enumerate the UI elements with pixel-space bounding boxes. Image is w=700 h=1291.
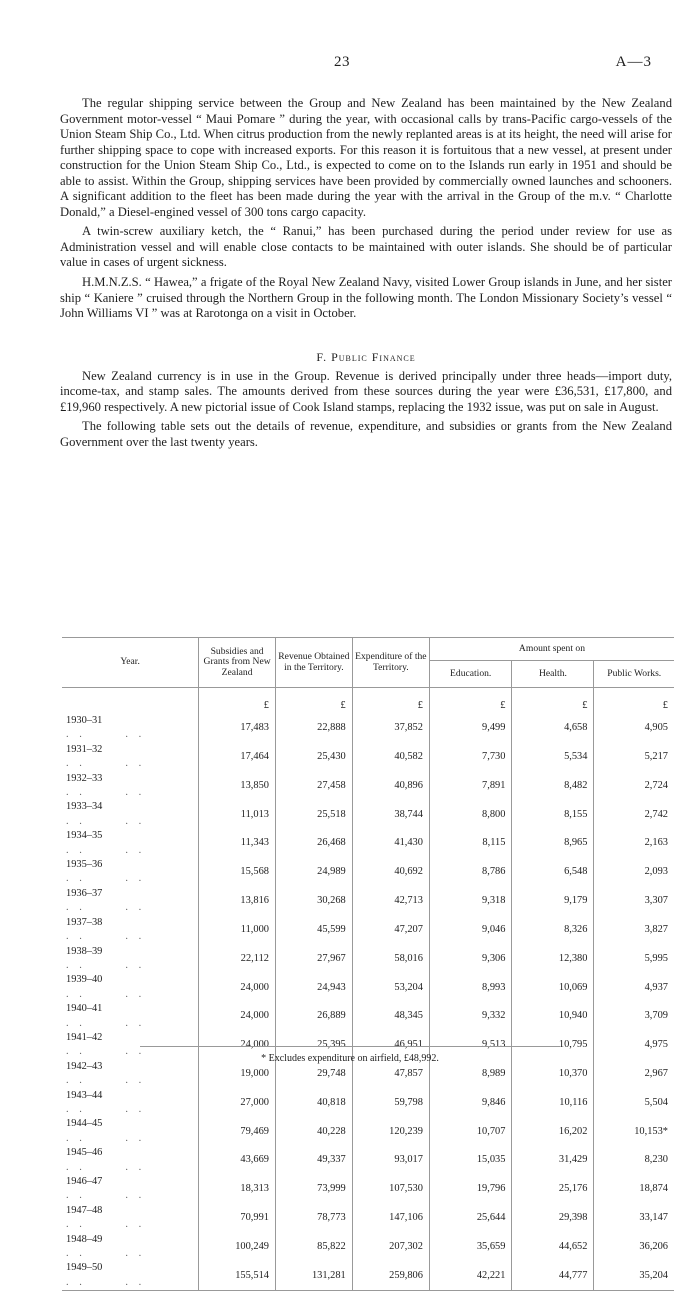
row-year: 1947–48 — [66, 1204, 103, 1216]
table-row — [62, 916, 674, 945]
cell-public-works: 2,093 — [594, 858, 674, 887]
cell-subsidies: 27,000 — [199, 1089, 276, 1118]
section-heading: F. Public Finance — [316, 349, 416, 364]
cell-subsidies: 11,343 — [199, 829, 276, 858]
cell-expenditure: 42,713 — [352, 887, 429, 916]
row-year-cell — [62, 1117, 199, 1146]
row-year-cell — [62, 1233, 199, 1262]
cell-revenue: 30,268 — [275, 887, 352, 916]
cell-health: 5,534 — [512, 743, 594, 772]
paragraph-ranui: A twin-screw auxiliary ketch, the “ Ranui,” has been purchased during the period under review for use as Administration vessel and will enable close contacts to be maintained with outer islands. She should be of particular value in cases of urgent sickness. — [60, 224, 672, 270]
cell-expenditure: 38,744 — [352, 800, 429, 829]
table-row — [62, 1204, 674, 1233]
cell-expenditure: 41,430 — [352, 829, 429, 858]
cell-public-works: 2,163 — [594, 829, 674, 858]
leader-dots: . . . . — [66, 758, 146, 770]
cell-public-works: 10,153* — [594, 1117, 674, 1146]
cell-education: 35,659 — [429, 1233, 511, 1262]
row-year: 1946–47 — [66, 1176, 103, 1187]
cell-health: 10,940 — [512, 1002, 594, 1031]
leader-dots: . . . . — [66, 787, 146, 799]
row-year-cell — [62, 887, 199, 916]
cell-revenue: 40,818 — [275, 1089, 352, 1118]
cell-expenditure: 48,345 — [352, 1002, 429, 1031]
row-year: 1939–40 — [66, 974, 103, 986]
cell-expenditure: 93,017 — [352, 1146, 429, 1175]
cell-health: 4,658 — [512, 714, 594, 743]
col-header-revenue: Revenue Obtained in the Territory. — [275, 638, 352, 688]
cell-revenue: 131,281 — [275, 1261, 352, 1290]
table-row — [62, 1117, 674, 1146]
cell-revenue: 85,822 — [275, 1233, 352, 1262]
row-year: 1943–44 — [66, 1089, 103, 1101]
row-year: 1934–35 — [66, 830, 103, 842]
cell-subsidies: 24,000 — [199, 1002, 276, 1031]
cell-subsidies: 19,000 — [199, 1060, 276, 1089]
cell-public-works: 5,217 — [594, 743, 674, 772]
table-row — [62, 1261, 674, 1290]
cell-expenditure: 47,857 — [352, 1060, 429, 1089]
leader-dots: . . . . — [66, 1046, 146, 1058]
cell-education: 42,221 — [429, 1261, 511, 1290]
cell-public-works: 2,742 — [594, 800, 674, 829]
row-year-cell — [62, 1089, 199, 1118]
cell-education: 9,513 — [429, 1031, 511, 1060]
cell-education: 7,730 — [429, 743, 511, 772]
cell-health: 10,116 — [512, 1089, 594, 1118]
cell-public-works: 3,307 — [594, 887, 674, 916]
row-year: 1949–50 — [66, 1262, 103, 1274]
row-year-cell — [62, 973, 199, 1002]
footnote: * Excludes expenditure on airfield, £48,992. — [261, 1053, 439, 1064]
table-row — [62, 973, 674, 1002]
row-year-cell — [62, 858, 199, 887]
cell-revenue: 40,228 — [275, 1117, 352, 1146]
col-header-amount-spent-on: Amount spent on — [429, 638, 674, 661]
cell-expenditure: 40,692 — [352, 858, 429, 887]
cell-revenue: 26,468 — [275, 829, 352, 858]
cell-expenditure: 120,239 — [352, 1117, 429, 1146]
row-year-cell — [62, 714, 199, 743]
cell-education: 15,035 — [429, 1146, 511, 1175]
cell-revenue: 27,458 — [275, 772, 352, 801]
cell-expenditure: 58,016 — [352, 945, 429, 974]
cell-health: 8,326 — [512, 916, 594, 945]
cell-health: 9,179 — [512, 887, 594, 916]
table-row — [62, 1146, 674, 1175]
leader-dots: . . . . — [66, 959, 146, 971]
table-row — [62, 1233, 674, 1262]
table-row — [62, 1002, 674, 1031]
page-header — [0, 54, 700, 76]
cell-health: 44,777 — [512, 1261, 594, 1290]
cell-education: 9,332 — [429, 1002, 511, 1031]
row-year: 1935–36 — [66, 859, 103, 871]
cell-revenue: 45,599 — [275, 916, 352, 945]
leader-dots: . . . . — [66, 1248, 146, 1260]
cell-education: 8,989 — [429, 1060, 511, 1089]
table-row — [62, 772, 674, 801]
leader-dots: . . . . — [66, 1161, 146, 1173]
currency-symbol: £ — [512, 688, 594, 715]
cell-revenue: 73,999 — [275, 1175, 352, 1204]
col-header-health: Health. — [512, 661, 594, 688]
row-year: 1930–31 — [66, 715, 103, 726]
currency-symbol: £ — [594, 688, 674, 715]
cell-subsidies: 13,850 — [199, 772, 276, 801]
cell-education: 25,644 — [429, 1204, 511, 1233]
row-year-cell — [62, 945, 199, 974]
cell-subsidies: 43,669 — [199, 1146, 276, 1175]
cell-education: 7,891 — [429, 772, 511, 801]
table-row — [62, 829, 674, 858]
cell-health: 12,380 — [512, 945, 594, 974]
row-year-cell — [62, 1175, 199, 1204]
col-header-education: Education. — [429, 661, 511, 688]
cell-revenue: 26,889 — [275, 1002, 352, 1031]
cell-health: 10,069 — [512, 973, 594, 1002]
cell-public-works: 4,905 — [594, 714, 674, 743]
leader-dots: . . . . — [66, 844, 146, 856]
cell-subsidies: 24,000 — [199, 1031, 276, 1060]
cell-public-works: 4,937 — [594, 973, 674, 1002]
cell-subsidies: 15,568 — [199, 858, 276, 887]
row-year: 1948–49 — [66, 1233, 103, 1245]
page-number: 23 — [334, 54, 350, 70]
page-body — [60, 96, 672, 454]
cell-education: 8,800 — [429, 800, 511, 829]
row-year-cell — [62, 1146, 199, 1175]
cell-revenue: 25,395 — [275, 1031, 352, 1060]
cell-expenditure: 37,852 — [352, 714, 429, 743]
cell-public-works: 33,147 — [594, 1204, 674, 1233]
row-year-cell — [62, 800, 199, 829]
cell-public-works: 5,504 — [594, 1089, 674, 1118]
cell-education: 9,318 — [429, 887, 511, 916]
cell-revenue: 25,430 — [275, 743, 352, 772]
leader-dots: . . . . — [66, 1190, 146, 1202]
cell-expenditure: 40,896 — [352, 772, 429, 801]
cell-public-works: 5,995 — [594, 945, 674, 974]
cell-expenditure: 107,530 — [352, 1175, 429, 1204]
cell-education: 9,846 — [429, 1089, 511, 1118]
leader-dots: . . . . — [66, 1017, 146, 1029]
cell-education: 8,786 — [429, 858, 511, 887]
leader-dots: . . . . — [66, 1219, 146, 1231]
cell-public-works: 35,204 — [594, 1261, 674, 1290]
leader-dots: . . . . — [66, 1103, 146, 1115]
leader-dots: . . . . — [66, 815, 146, 827]
document-reference: A—3 — [615, 54, 652, 70]
cell-public-works: 8,230 — [594, 1146, 674, 1175]
paragraph-table-intro: The following table sets out the details of revenue, expenditure, and subsidies or grants from the New Zealand Government over the last twenty years. — [60, 419, 672, 449]
cell-education: 9,306 — [429, 945, 511, 974]
cell-expenditure: 207,302 — [352, 1233, 429, 1262]
cell-public-works: 4,975 — [594, 1031, 674, 1060]
paragraph-shipping: The regular shipping service between the Group and New Zealand has been maintained by the New Zealand Government motor-vessel “ Maui Pomare ” during the year, with occasional calls by trans-Pacific cargo-vessels of the Union Steam Ship Co., Ltd. When citrus production from the newly replanted areas is at its height, the need will arise for further shipping space to cope with increased exports. For this reason it is fortuitous that a new vessel, at present under construction for the Union Steam Ship Co., Ltd., is expected to come on to the Islands run early in 1951 and should be able to assist. Within the Group, shipping services have been provided by commercially owned launches and schooners. A significant addition to the fleet has been made during the year with the arrival in the Group of the m.v. “ Charlotte Donald,” a Diesel-engined vessel of 300 tons cargo capacity. — [60, 96, 672, 219]
cell-health: 16,202 — [512, 1117, 594, 1146]
cell-education: 8,115 — [429, 829, 511, 858]
cell-subsidies: 17,464 — [199, 743, 276, 772]
currency-symbol: £ — [429, 688, 511, 715]
cell-education: 19,796 — [429, 1175, 511, 1204]
row-year-cell — [62, 1060, 199, 1089]
cell-revenue: 22,888 — [275, 714, 352, 743]
row-year-cell — [62, 743, 199, 772]
col-header-public-works: Public Works. — [594, 661, 674, 688]
cell-expenditure: 46,951 — [352, 1031, 429, 1060]
cell-revenue: 49,337 — [275, 1146, 352, 1175]
finance-table-body — [62, 688, 674, 1291]
row-year-cell — [62, 1261, 199, 1290]
currency-symbol: £ — [352, 688, 429, 715]
row-year: 1932–33 — [66, 772, 103, 784]
cell-public-works: 2,967 — [594, 1060, 674, 1089]
cell-subsidies: 24,000 — [199, 973, 276, 1002]
cell-subsidies: 79,469 — [199, 1117, 276, 1146]
cell-health: 25,176 — [512, 1175, 594, 1204]
cell-subsidies: 11,013 — [199, 800, 276, 829]
cell-health: 8,482 — [512, 772, 594, 801]
row-year-cell — [62, 772, 199, 801]
row-year: 1933–34 — [66, 801, 103, 813]
cell-revenue: 27,967 — [275, 945, 352, 974]
cell-subsidies: 70,991 — [199, 1204, 276, 1233]
leader-dots: . . . . — [66, 1276, 146, 1288]
row-year-cell — [62, 916, 199, 945]
cell-subsidies: 13,816 — [199, 887, 276, 916]
leader-dots: . . . . — [66, 988, 146, 1000]
cell-subsidies: 155,514 — [199, 1261, 276, 1290]
leader-dots: . . . . — [66, 873, 146, 885]
cell-health: 6,548 — [512, 858, 594, 887]
table-row — [62, 945, 674, 974]
cell-health: 29,398 — [512, 1204, 594, 1233]
row-year-cell — [62, 1002, 199, 1031]
paragraph-currency: New Zealand currency is in use in the Group. Revenue is derived principally under three heads—import duty, income-tax, and stamp sales. The amounts derived from these sources during the year were £36,531, £17,800, and £19,960 respectively. A new pictorial issue of Cook Island stamps, replacing the 1932 issue, was put on sale in August. — [60, 368, 672, 414]
cell-revenue: 29,748 — [275, 1060, 352, 1089]
table-row — [62, 1089, 674, 1118]
cell-revenue: 24,989 — [275, 858, 352, 887]
cell-subsidies: 11,000 — [199, 916, 276, 945]
row-year: 1936–37 — [66, 887, 103, 899]
cell-public-works: 18,874 — [594, 1175, 674, 1204]
cell-health: 44,652 — [512, 1233, 594, 1262]
cell-health: 31,429 — [512, 1146, 594, 1175]
cell-expenditure: 47,207 — [352, 916, 429, 945]
table-row — [62, 714, 674, 743]
row-year: 1942–43 — [66, 1060, 103, 1072]
cell-subsidies: 18,313 — [199, 1175, 276, 1204]
row-year-cell — [62, 829, 199, 858]
leader-dots: . . . . — [66, 1132, 146, 1144]
currency-symbol: £ — [275, 688, 352, 715]
currency-row — [62, 688, 674, 715]
cell-expenditure: 40,582 — [352, 743, 429, 772]
cell-subsidies: 100,249 — [199, 1233, 276, 1262]
cell-subsidies: 22,112 — [199, 945, 276, 974]
table-row — [62, 1060, 674, 1089]
leader-dots: . . . . — [66, 931, 146, 943]
footnote-rule — [140, 1046, 560, 1047]
cell-revenue: 78,773 — [275, 1204, 352, 1233]
cell-public-works: 36,206 — [594, 1233, 674, 1262]
finance-table-wrapper — [62, 637, 674, 1291]
row-year: 1940–41 — [66, 1003, 103, 1015]
table-row — [62, 743, 674, 772]
col-header-expenditure: Expenditure of the Territory. — [352, 638, 429, 688]
cell-education: 9,499 — [429, 714, 511, 743]
cell-education: 8,993 — [429, 973, 511, 1002]
row-year: 1937–38 — [66, 916, 103, 928]
col-header-year: Year. — [120, 656, 140, 668]
cell-revenue: 24,943 — [275, 973, 352, 1002]
table-row — [62, 800, 674, 829]
cell-expenditure: 53,204 — [352, 973, 429, 1002]
paragraph-navy: H.M.N.Z.S. “ Hawea,” a frigate of the Royal New Zealand Navy, visited Lower Group islands in June, and her sister ship “ Kaniere ” cruised through the Northern Group in the following month. The London Missionary Society’s vessel “ John Williams VI ” was at Rarotonga on a visit in October. — [60, 275, 672, 321]
row-year-cell — [62, 1204, 199, 1233]
cell-public-works: 3,827 — [594, 916, 674, 945]
leader-dots: . . . . — [66, 1075, 146, 1087]
cell-health: 10,795 — [512, 1031, 594, 1060]
leader-dots: . . . . — [66, 729, 146, 741]
row-year: 1938–39 — [66, 945, 103, 957]
cell-subsidies: 17,483 — [199, 714, 276, 743]
row-year: 1945–46 — [66, 1147, 103, 1159]
col-header-subsidies: Subsidies and Grants from New Zealand — [199, 638, 276, 688]
cell-expenditure: 59,798 — [352, 1089, 429, 1118]
table-row — [62, 887, 674, 916]
row-year: 1931–32 — [66, 743, 103, 755]
row-year: 1941–42 — [66, 1031, 103, 1043]
cell-revenue: 25,518 — [275, 800, 352, 829]
cell-education: 10,707 — [429, 1117, 511, 1146]
row-year: 1944–45 — [66, 1118, 103, 1130]
finance-table — [62, 637, 674, 1291]
table-row — [62, 1175, 674, 1204]
cell-expenditure: 147,106 — [352, 1204, 429, 1233]
cell-health: 10,370 — [512, 1060, 594, 1089]
cell-public-works: 3,709 — [594, 1002, 674, 1031]
cell-education: 9,046 — [429, 916, 511, 945]
cell-health: 8,965 — [512, 829, 594, 858]
currency-symbol: £ — [199, 688, 276, 715]
cell-public-works: 2,724 — [594, 772, 674, 801]
leader-dots: . . . . — [66, 902, 146, 914]
table-row — [62, 858, 674, 887]
cell-expenditure: 259,806 — [352, 1261, 429, 1290]
cell-health: 8,155 — [512, 800, 594, 829]
